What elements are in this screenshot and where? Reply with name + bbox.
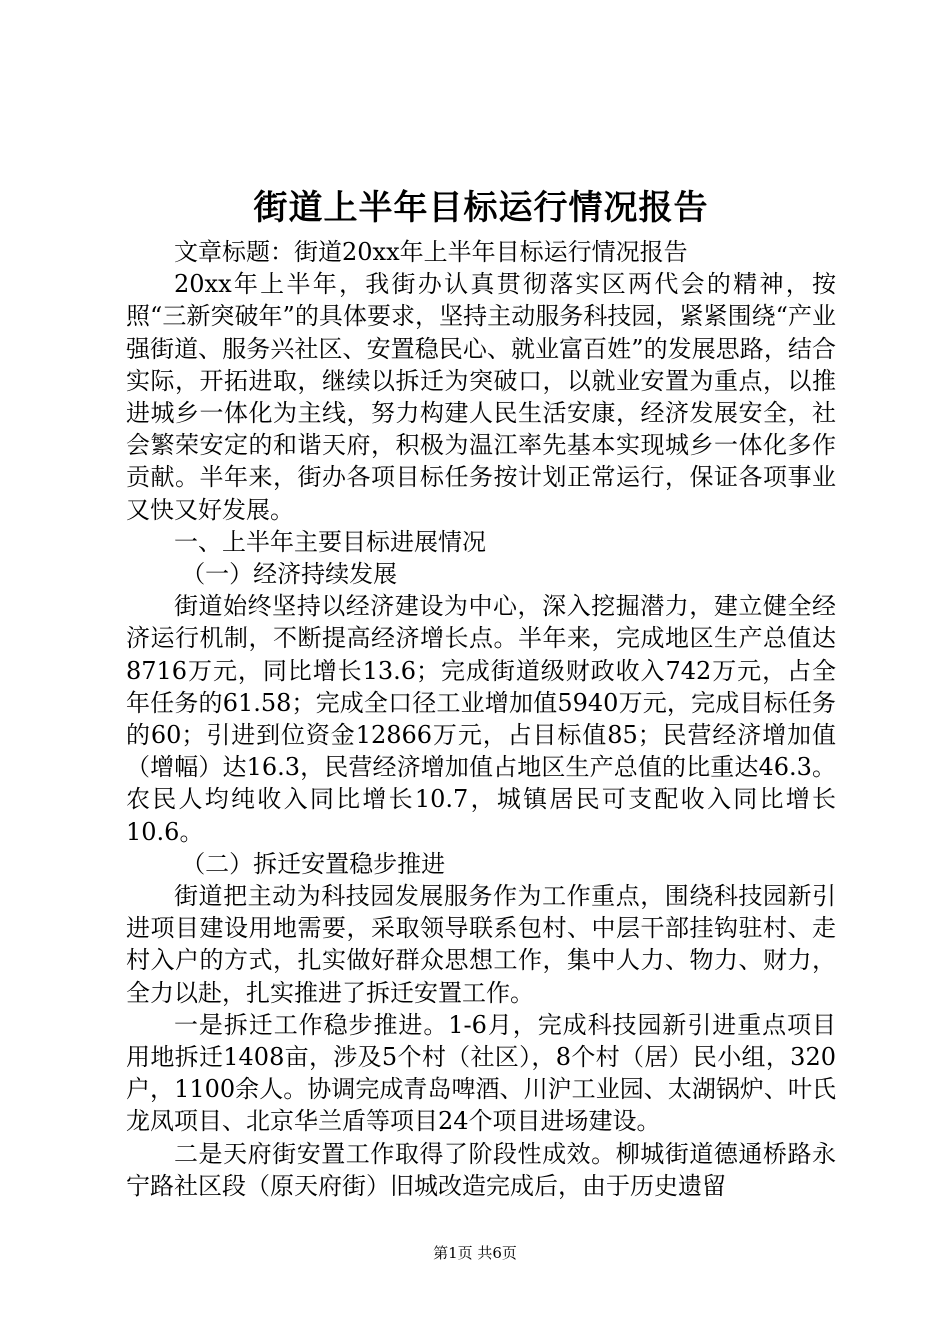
section-heading-1: 一、上半年主要目标进展情况 — [174, 527, 486, 556]
relocation-paragraph: 街道把主动为科技园发展服务作为工作重点，围绕科技园新引进项目建设用地需要，采取领导联系包村、中层干部挂钩驻村、走村入户的方式，扎实做好群众思想工作，集中人力、物力、财力，全力以赴，扎实推进了拆迁安置工作。 — [126, 882, 836, 1007]
demolition-paragraph: 一是拆迁工作稳步推进。1-6月，完成科技园新引进重点项目用地拆迁1408亩，涉及5个村（社区），8个村（居）民小组，320户，1100余人。协调完成青岛啤酒、川沪工业园、太湖锅炉、叶氏龙凤项目、北京华兰盾等项目24个项目进场建设。 — [126, 1010, 836, 1136]
document-page — [126, 180, 836, 1202]
subsection-heading-economy: （一）经济持续发展 — [181, 560, 398, 589]
document-title: 街道上半年目标运行情况报告 — [253, 188, 709, 228]
page-footer: 第1页 共6页 — [433, 1244, 517, 1262]
tianfu-paragraph: 二是天府街安置工作取得了阶段性成效。柳城街道德通桥路永宁路社区段（原天府街）旧城改造完成后，由于历史遗留 — [126, 1139, 836, 1200]
intro-paragraph: 20xx年上半年，我街办认真贯彻落实区两代会的精神，按照“三新突破年”的具体要求，坚持主动服务科技园，紧紧围绕“产业强街道、服务兴社区、安置稳民心、就业富百姓”的发展思路，结合实际，开拓进取，继续以拆迁为突破口，以就业安置为重点，以推进城乡一体化为主线，努力构建人民生活安康，经济发展安全，社会繁荣安定的和谐天府，积极为温江率先基本实现城乡一体化多作贡献。半年来，街办各项目标任务按计划正常运行，保证各项事业又快又好发展。 — [126, 270, 836, 524]
economy-paragraph: 街道始终坚持以经济建设为中心，深入挖掘潜力，建立健全经济运行机制，不断提高经济增长点。半年来，完成地区生产总值达8716万元，同比增长13.6；完成街道级财政收入742万元，占全年任务的61.58；完成全口径工业增加值5940万元，完成目标任务的60；引进到位资金12866万元，占目标值85；民营经济增加值（增幅）达16.3，民营经济增加值占地区生产总值的比重达46.3。农民人均纯收入同比增长10.7，城镇居民可支配收入同比增长10.6。 — [126, 592, 836, 846]
article-title-line: 文章标题：街道20xx年上半年目标运行情况报告 — [174, 238, 688, 266]
document-body — [126, 236, 836, 1202]
subsection-heading-relocation: （二）拆迁安置稳步推进 — [181, 849, 446, 878]
